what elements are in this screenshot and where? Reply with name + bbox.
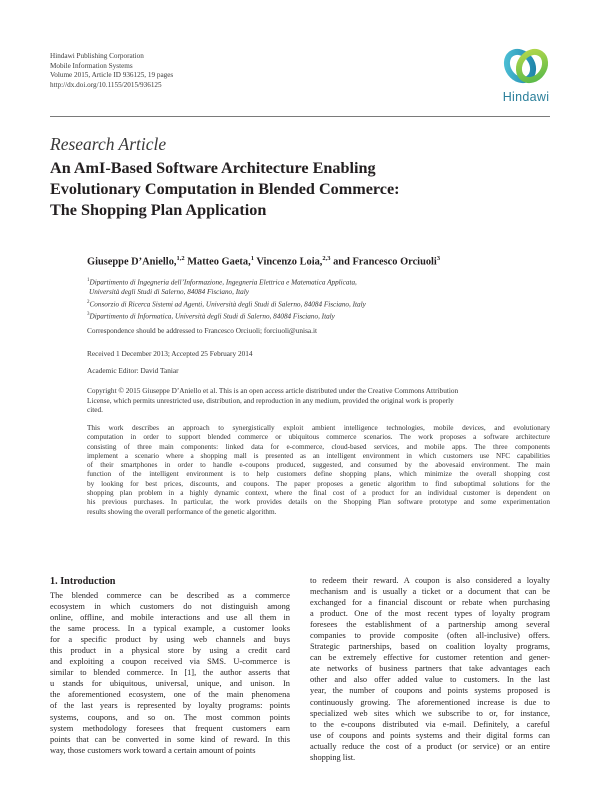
affiliation-text: Dipartimento di Informatica, Università degli Studi di Salerno, 84084 Fisciano, Italy [89, 311, 335, 320]
title-line: Evolutionary Computation in Blended Commerce: [50, 180, 400, 198]
header-rule [50, 116, 550, 117]
abstract-line: consisting of three main components: linked data for e-commerce, cloud-based services, and mobile apps. The three components [87, 442, 550, 451]
body-text-line: points that can be converted in some kind of reward. In this [50, 734, 290, 744]
body-text-line: the same process. In a typical example, a customer looks [50, 624, 290, 634]
title-line: The Shopping Plan Application [50, 201, 267, 219]
left-column [50, 590, 290, 756]
section-heading: 1. Introduction [50, 576, 116, 587]
body-text-line: online, offline, and mobile interactions and use all them in [50, 613, 290, 623]
hindawi-logo-text: Hindawi [502, 90, 550, 104]
abstract-line: shopping plan problem in a highly dynamic context, where the final cost of a product for an individual customer is dependent on [87, 489, 550, 498]
affiliation-item [87, 276, 550, 288]
publisher-name: Hindawi Publishing Corporation [50, 52, 144, 60]
abstract-line: his previous purchases. In particular, the work provides details on the Shopping Plan software prototype and some experimentation [87, 498, 550, 507]
affiliation-mark: 2 [87, 299, 90, 305]
affiliation-mark: 1 [87, 278, 90, 283]
body-text-line: use of coupons and points systems and their digital forms can [310, 730, 550, 740]
body-text-line: The blended commerce can be described as a commerce [50, 591, 290, 600]
body-text-line: ate networks of business partners that take advantages each [310, 664, 550, 674]
body-text-line: way, those customers work toward a certain amount of points [50, 745, 256, 755]
author-affil-mark: 2,3 [322, 255, 331, 262]
copyright-line: cited. [87, 405, 104, 415]
body-text-line: for a specific product by using web channels and buys [50, 635, 290, 645]
copyright-line: Copyright © 2015 Giuseppe D’Aniello et al. This is an open access article distributed under the Creative Commons Attribution [87, 386, 459, 395]
body-text-line: similar to blended commerce. In [1], the author asserts that [50, 668, 290, 678]
author-affil-mark: 1 [250, 255, 254, 262]
body-text-line: can be extremely effective for customer retention and gener- [310, 653, 550, 663]
affiliation-item-cont: Università degli Studi di Salerno, 84084 Fisciano, Italy [89, 287, 249, 296]
body-text-line: year, the number of coupons and points systems proposed is [310, 686, 550, 696]
journal-header [50, 52, 310, 90]
affiliations [87, 276, 550, 322]
hindawi-rings-icon [496, 44, 556, 90]
author-affil-mark: 1,2 [176, 255, 185, 262]
author-name: Matteo Gaeta, [187, 256, 251, 268]
body-text-line: exchanged for a financial discount or rebate when purchasing [310, 598, 550, 608]
abstract-line: of their smartphones in order to handle e-coupons produced, suggested, and consumed by the abovesaid environment. The main [87, 461, 550, 470]
body-text-line: to the e-coupons distributed via e-mail. Definitely, a careful [310, 719, 550, 729]
affiliation-item [87, 310, 550, 322]
author-list [87, 255, 440, 267]
paper-title [50, 158, 550, 221]
body-text-line: companies to provide composite (often all-inclusive) offers. [310, 631, 550, 641]
body-text-line: mechanism and is usually a ticket or a document that can be [310, 587, 550, 597]
body-text-line: this product in a physical store by using a credit card [50, 646, 290, 656]
body-text-line: system methodology foresees that frequent customers earn [50, 723, 290, 733]
academic-editor: Academic Editor: David Taniar [87, 366, 179, 375]
body-text-line: foresees the establishment of a partnership among several [310, 620, 550, 630]
article-type: Research Article [50, 134, 167, 154]
body-text-line: and exploiting a coupon received via SMS. U-commerce is [50, 657, 290, 667]
abstract-line: by looking for best prices, discounts, and coupons. The paper proposes a genetic algorithm to find suboptimal solutions for the [87, 479, 550, 488]
body-text-line: a product. One of the most recent types of loyalty program [310, 609, 550, 619]
abstract-line: implement a scenario where a shopping mall is presented as an intelligent environment in which customers use NFC capabilities [87, 451, 550, 460]
doi-link[interactable]: http://dx.doi.org/10.1155/2015/936125 [50, 80, 162, 89]
body-text-line: shopping list. [310, 752, 356, 762]
volume-info: Volume 2015, Article ID 936125, 19 pages [50, 71, 174, 80]
abstract-line: results showing the overall performance of the genetic algorithm. [87, 507, 277, 516]
body-text-line: ecosystem in which customers do not distinguish among [50, 602, 290, 612]
body-text-line: of the last years is represented by loyalty programs: points [50, 701, 290, 711]
body-text-line: the aforementioned ecosystem, one of the main phenomena [50, 690, 290, 700]
body-text-line: specialized web sites which we subscribe to or, for instance, [310, 708, 550, 718]
right-column [310, 575, 550, 763]
affiliation-mark: 3 [87, 311, 90, 317]
body-text-line: Strategic partnerships, based on coalition loyalty programs, [310, 642, 550, 652]
body-text-line: other and also offer added value to customers. In the last [310, 675, 550, 685]
abstract-line: function of the intelligent environment is to help customers define shopping plans, which minimize the overall shopping cost [87, 470, 550, 479]
body-text-line: to redeem their reward. A coupon is also considered a loyalty [310, 576, 550, 585]
author-affil-mark: 3 [436, 255, 441, 262]
correspondence: Correspondence should be addressed to Francesco Orciuoli; forciuoli@unisa.it [87, 326, 318, 335]
abstract [87, 424, 550, 517]
copyright-line: License, which permits unrestricted use, distribution, and reproduction in any medium, provided the original work is properly [87, 395, 454, 405]
affiliation-text: Consorzio di Ricerca Sistemi ad Agenti, Università degli Studi di Salerno, 84084 Fisciano, Italy [89, 299, 366, 308]
received-date: Received 1 December 2013; Accepted 25 February 2014 [87, 349, 253, 358]
author-name: Giuseppe D’Aniello, [87, 256, 177, 268]
affiliation-item [87, 298, 550, 310]
body-text-line: systems, coupons, and so on. The most common points [50, 712, 290, 722]
abstract-line: This work describes an approach to synergistically exploit ambient intelligence technologies, mobile devices, and evolutionary [87, 424, 550, 432]
author-name: and Francesco Orciuoli [333, 256, 437, 268]
journal-name: Mobile Information Systems [50, 61, 133, 70]
body-text-line: u stands for ubiquitous, universal, unique, and unison. In [50, 679, 290, 689]
body-text-line: actually reduce the cost of a product (or service) or an entire [310, 741, 550, 751]
affiliation-text: Dipartimento di Ingegneria dell’Informazione, Ingegneria Elettrica e Matematica Applicata, [89, 278, 357, 287]
title-line: An AmI-Based Software Architecture Enabling [50, 159, 376, 177]
copyright-notice [87, 386, 550, 415]
hindawi-logo [496, 44, 556, 108]
body-text-line: continuously growing. The aforementioned increase is due to [310, 697, 550, 707]
author-name: Vincenzo Loia, [256, 256, 323, 268]
abstract-line: computation in order to support blended commerce or ubiquitous commerce scenarios. The work proposes a software architecture [87, 433, 550, 442]
